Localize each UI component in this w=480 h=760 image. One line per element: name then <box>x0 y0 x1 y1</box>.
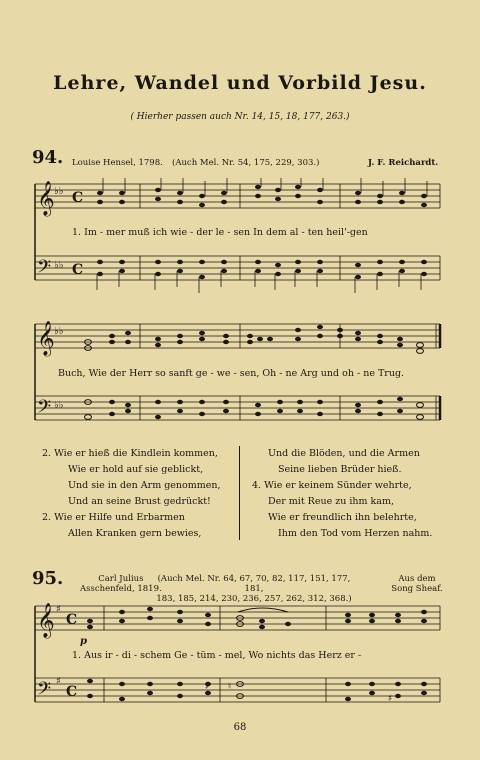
svg-text:♭♭: ♭♭ <box>54 326 64 337</box>
svg-text:♯: ♯ <box>56 676 61 687</box>
svg-text:♭♭: ♭♭ <box>54 186 64 197</box>
svg-text:♯: ♯ <box>388 694 393 704</box>
section-title: Lehre, Wandel und Vorbild Jesu. <box>53 72 427 94</box>
svg-text:C: C <box>66 684 78 700</box>
svg-text:♯: ♯ <box>205 682 210 692</box>
source-line: Song Sheaf. <box>391 584 443 594</box>
hymn-number-94: 94. <box>32 147 64 168</box>
svg-text:C: C <box>66 612 78 628</box>
verse-line: Wie er freundlich ihn belehrte, <box>268 512 417 523</box>
verse-line: Und an seine Brust gedrückt! <box>68 496 211 507</box>
hymn-94-tune-ref: (Auch Mel. Nr. 54, 175, 229, 303.) <box>172 158 320 168</box>
svg-text:𝄞: 𝄞 <box>37 181 55 216</box>
hymn-94-verses-left <box>42 446 252 542</box>
svg-text:𝄢: 𝄢 <box>37 679 52 704</box>
hymn-94-lyrics-line-2: Buch, Wie der Herr so sanft ge - we - sen, Oh - ne Arg und oh - ne Trug. <box>58 368 405 379</box>
svg-text:♭♭: ♭♭ <box>54 260 64 271</box>
svg-text:C: C <box>72 190 84 206</box>
svg-text:♮: ♮ <box>228 682 232 692</box>
tune-ref-line: (Auch Mel. Nr. 64, 67, 70, 82, 117, 151, 177, 181, <box>157 574 351 594</box>
verse-line: Seine lieben Brüder hieß. <box>278 464 402 475</box>
verse-line: Und die Blöden, und die Armen <box>268 448 420 459</box>
svg-text:𝄢: 𝄢 <box>37 397 52 422</box>
section-subtitle: ( Hierher passen auch Nr. 14, 15, 18, 177, 263.) <box>130 112 350 122</box>
svg-text:C: C <box>72 262 84 278</box>
verse-line: Der mit Reue zu ihm kam, <box>268 496 394 507</box>
svg-text:♯: ♯ <box>56 604 61 615</box>
hymn-number-95: 95. <box>32 568 64 589</box>
hymn-94-system-1 <box>0 178 480 298</box>
page-number: 68 <box>233 722 247 733</box>
hymn-94-verses-right <box>252 446 467 542</box>
verse-divider <box>239 446 240 540</box>
svg-text:𝄢: 𝄢 <box>37 257 52 282</box>
svg-text:𝄞: 𝄞 <box>37 603 55 638</box>
svg-text:♭♭: ♭♭ <box>54 400 64 411</box>
tune-ref-line: 183, 185, 214, 230, 236, 257, 262, 312, 368.) <box>156 594 352 604</box>
author-line: Carl Julius <box>98 574 144 584</box>
hymn-95-source <box>382 574 452 594</box>
verse-line: Allen Kranken gern bewies, <box>68 528 202 539</box>
verse-line: 2. Wie er Hilfe und Erbarmen <box>42 512 185 523</box>
verse-line: Ihm den Tod vom Herzen nahm. <box>278 528 433 539</box>
source-line: Aus dem <box>398 574 436 584</box>
author-line: Asschenfeld, 1819. <box>80 584 162 594</box>
hymn-94-lyrics-line-1: 1. Im - mer muß ich wie - der le - sen In dem al - ten heil'-gen <box>72 227 368 238</box>
verse-line: 4. Wie er keinem Sünder wehrte, <box>252 480 412 491</box>
hymn-94-composer: J. F. Reichardt. <box>368 158 439 168</box>
verse-line: 2. Wie er hieß die Kindlein kommen, <box>42 448 218 459</box>
hymn-95-lyrics-line-1: 1. Aus ir - di - schem Ge - tüm - mel, Wo nichts das Herz er - <box>72 650 362 661</box>
verse-line: Wie er hold auf sie geblickt, <box>68 464 204 475</box>
svg-text:𝄞: 𝄞 <box>37 321 55 356</box>
hymn-94-author: Louise Hensel, 1798. <box>72 158 163 168</box>
dynamic-marking: p <box>80 636 87 647</box>
verse-line: Und sie in den Arm genommen, <box>68 480 221 491</box>
